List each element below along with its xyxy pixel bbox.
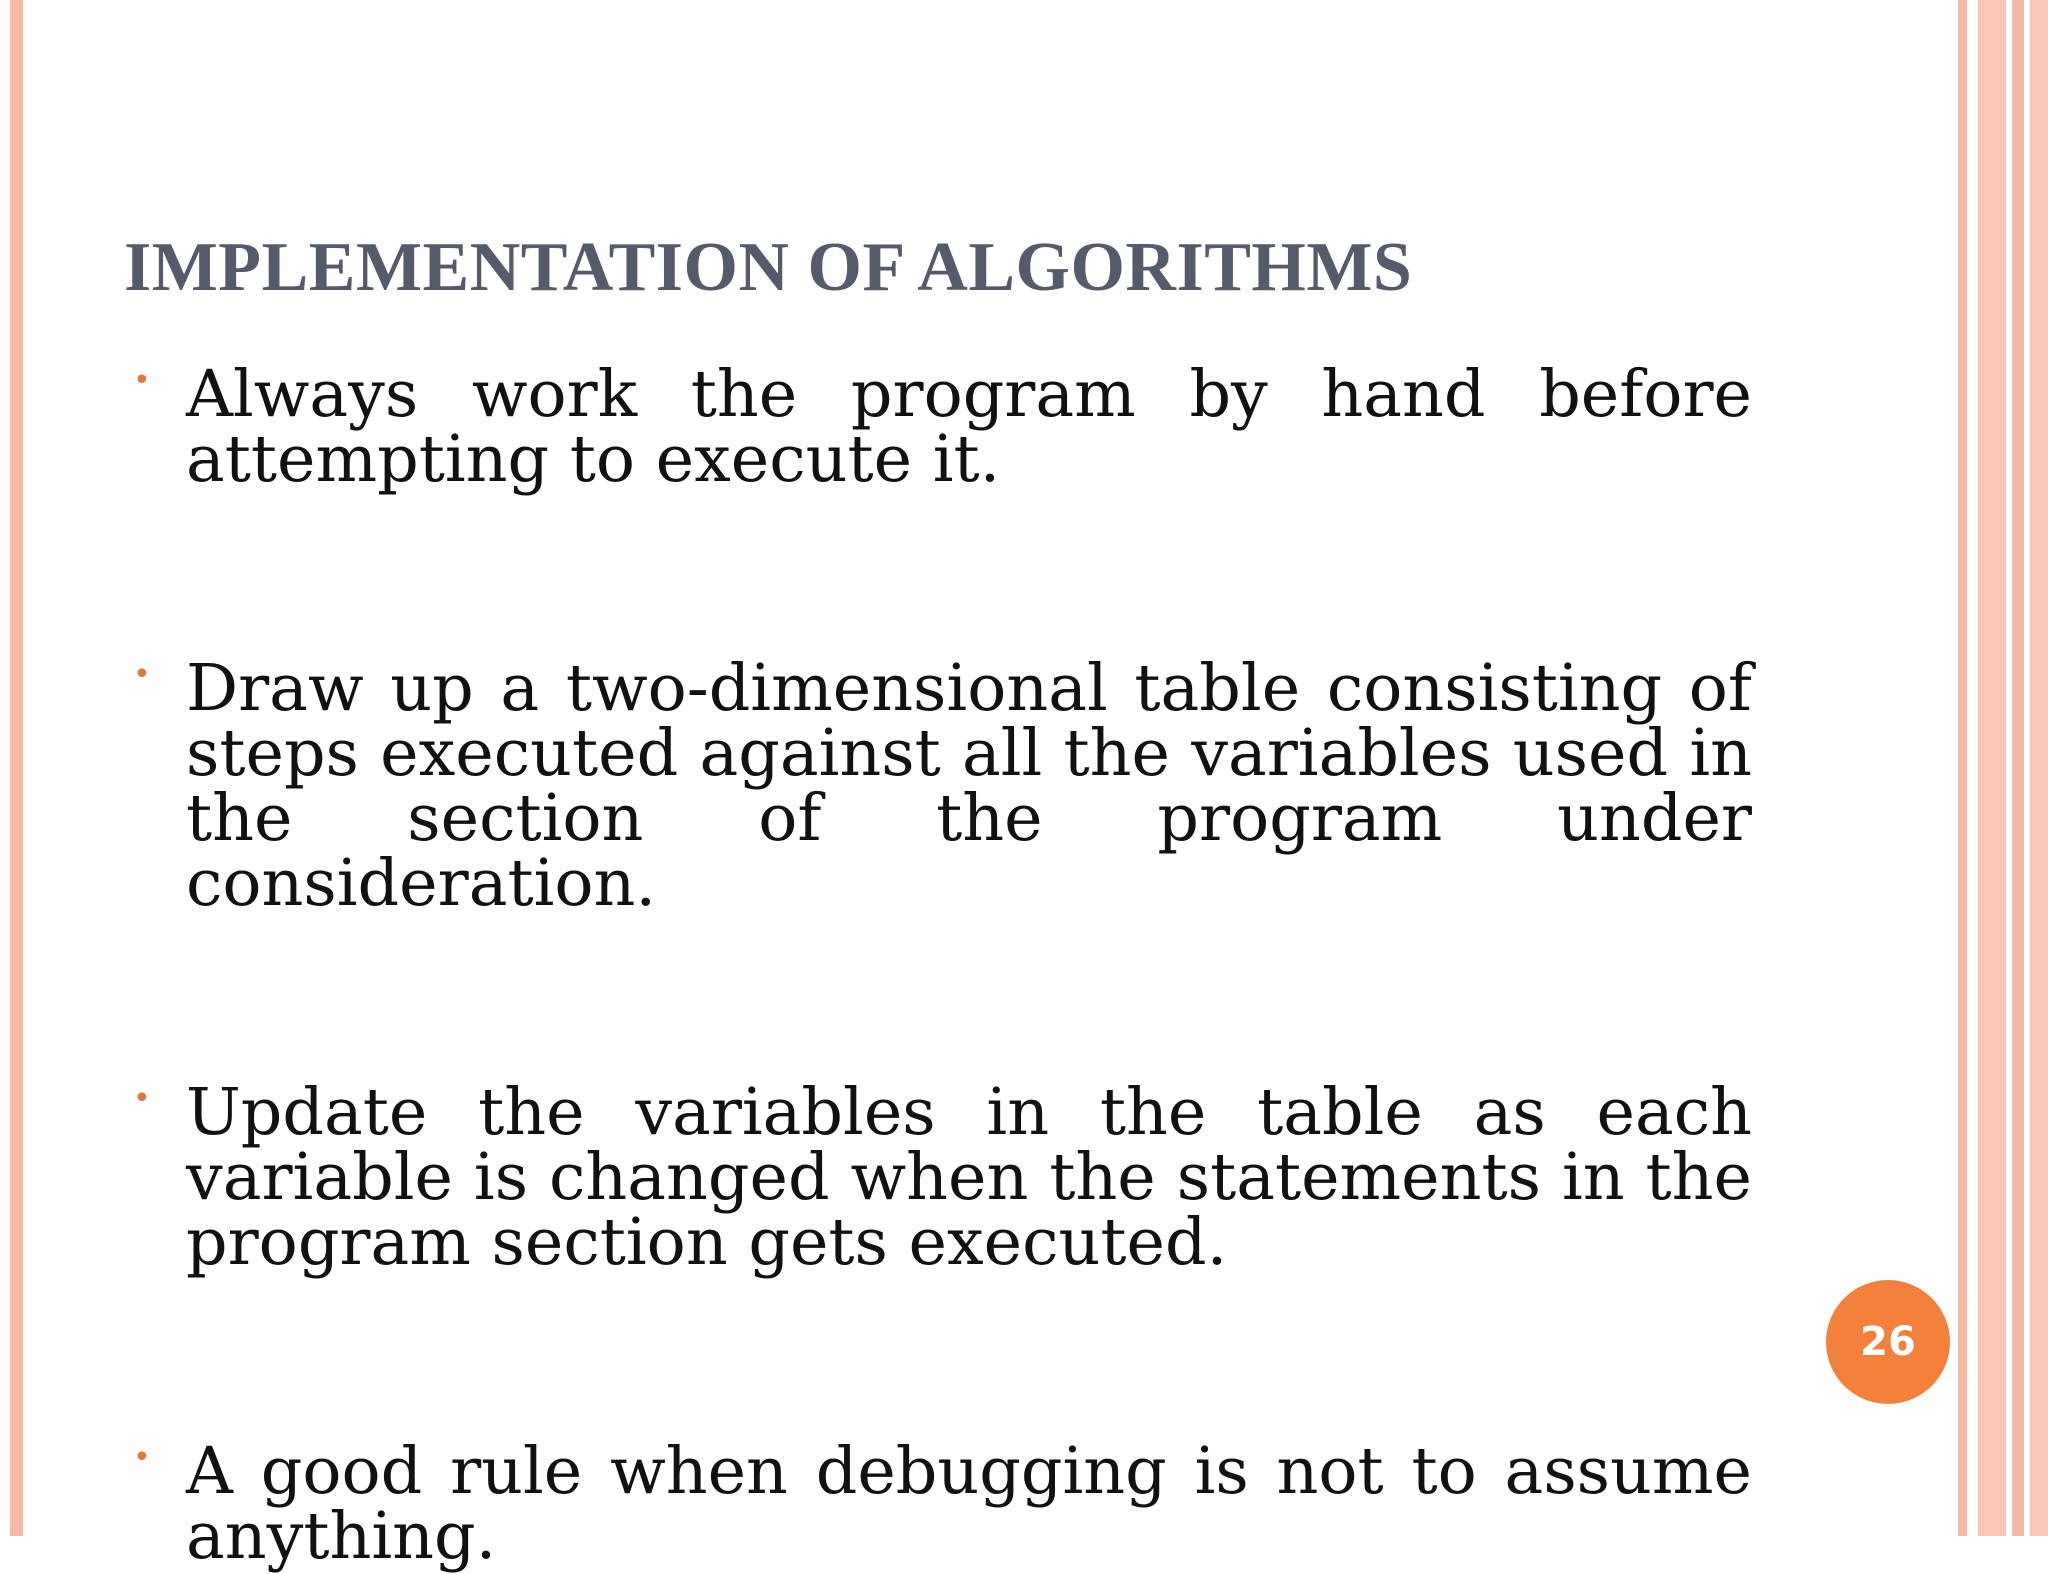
bullet-dot-icon: • (133, 657, 151, 692)
bullet-text: A good rule when debugging is not to assume anything. (186, 1434, 1752, 1574)
slide-title: IMPLEMENTATION OF ALGORITHMS (124, 229, 1413, 306)
bullet-list (133, 357, 1752, 1574)
bullet-item (133, 651, 1752, 921)
bullet-dot-icon: • (133, 1440, 151, 1475)
right-border-stripe (2012, 0, 2024, 1536)
bullet-item (133, 1434, 1752, 1574)
right-border-stripe (1978, 0, 2006, 1536)
right-border-stripe (1958, 0, 1967, 1536)
bullet-text: Draw up a two-dimensional table consisting of steps executed against all the variables used in the section of the program under consideration. (186, 651, 1752, 921)
page-number-badge: 26 (1826, 1280, 1950, 1404)
bullet-text: Always work the program by hand before attempting to execute it. (186, 357, 1752, 497)
bullet-text: Update the variables in the table as each variable is changed when the statements in the program section gets executed. (186, 1075, 1752, 1280)
left-border-stripe (10, 0, 23, 1536)
bullet-item (133, 357, 1752, 497)
bullet-dot-icon: • (133, 1081, 151, 1116)
bullet-item (133, 1075, 1752, 1280)
bullet-dot-icon: • (133, 363, 151, 398)
right-border-stripe (2030, 0, 2048, 1536)
